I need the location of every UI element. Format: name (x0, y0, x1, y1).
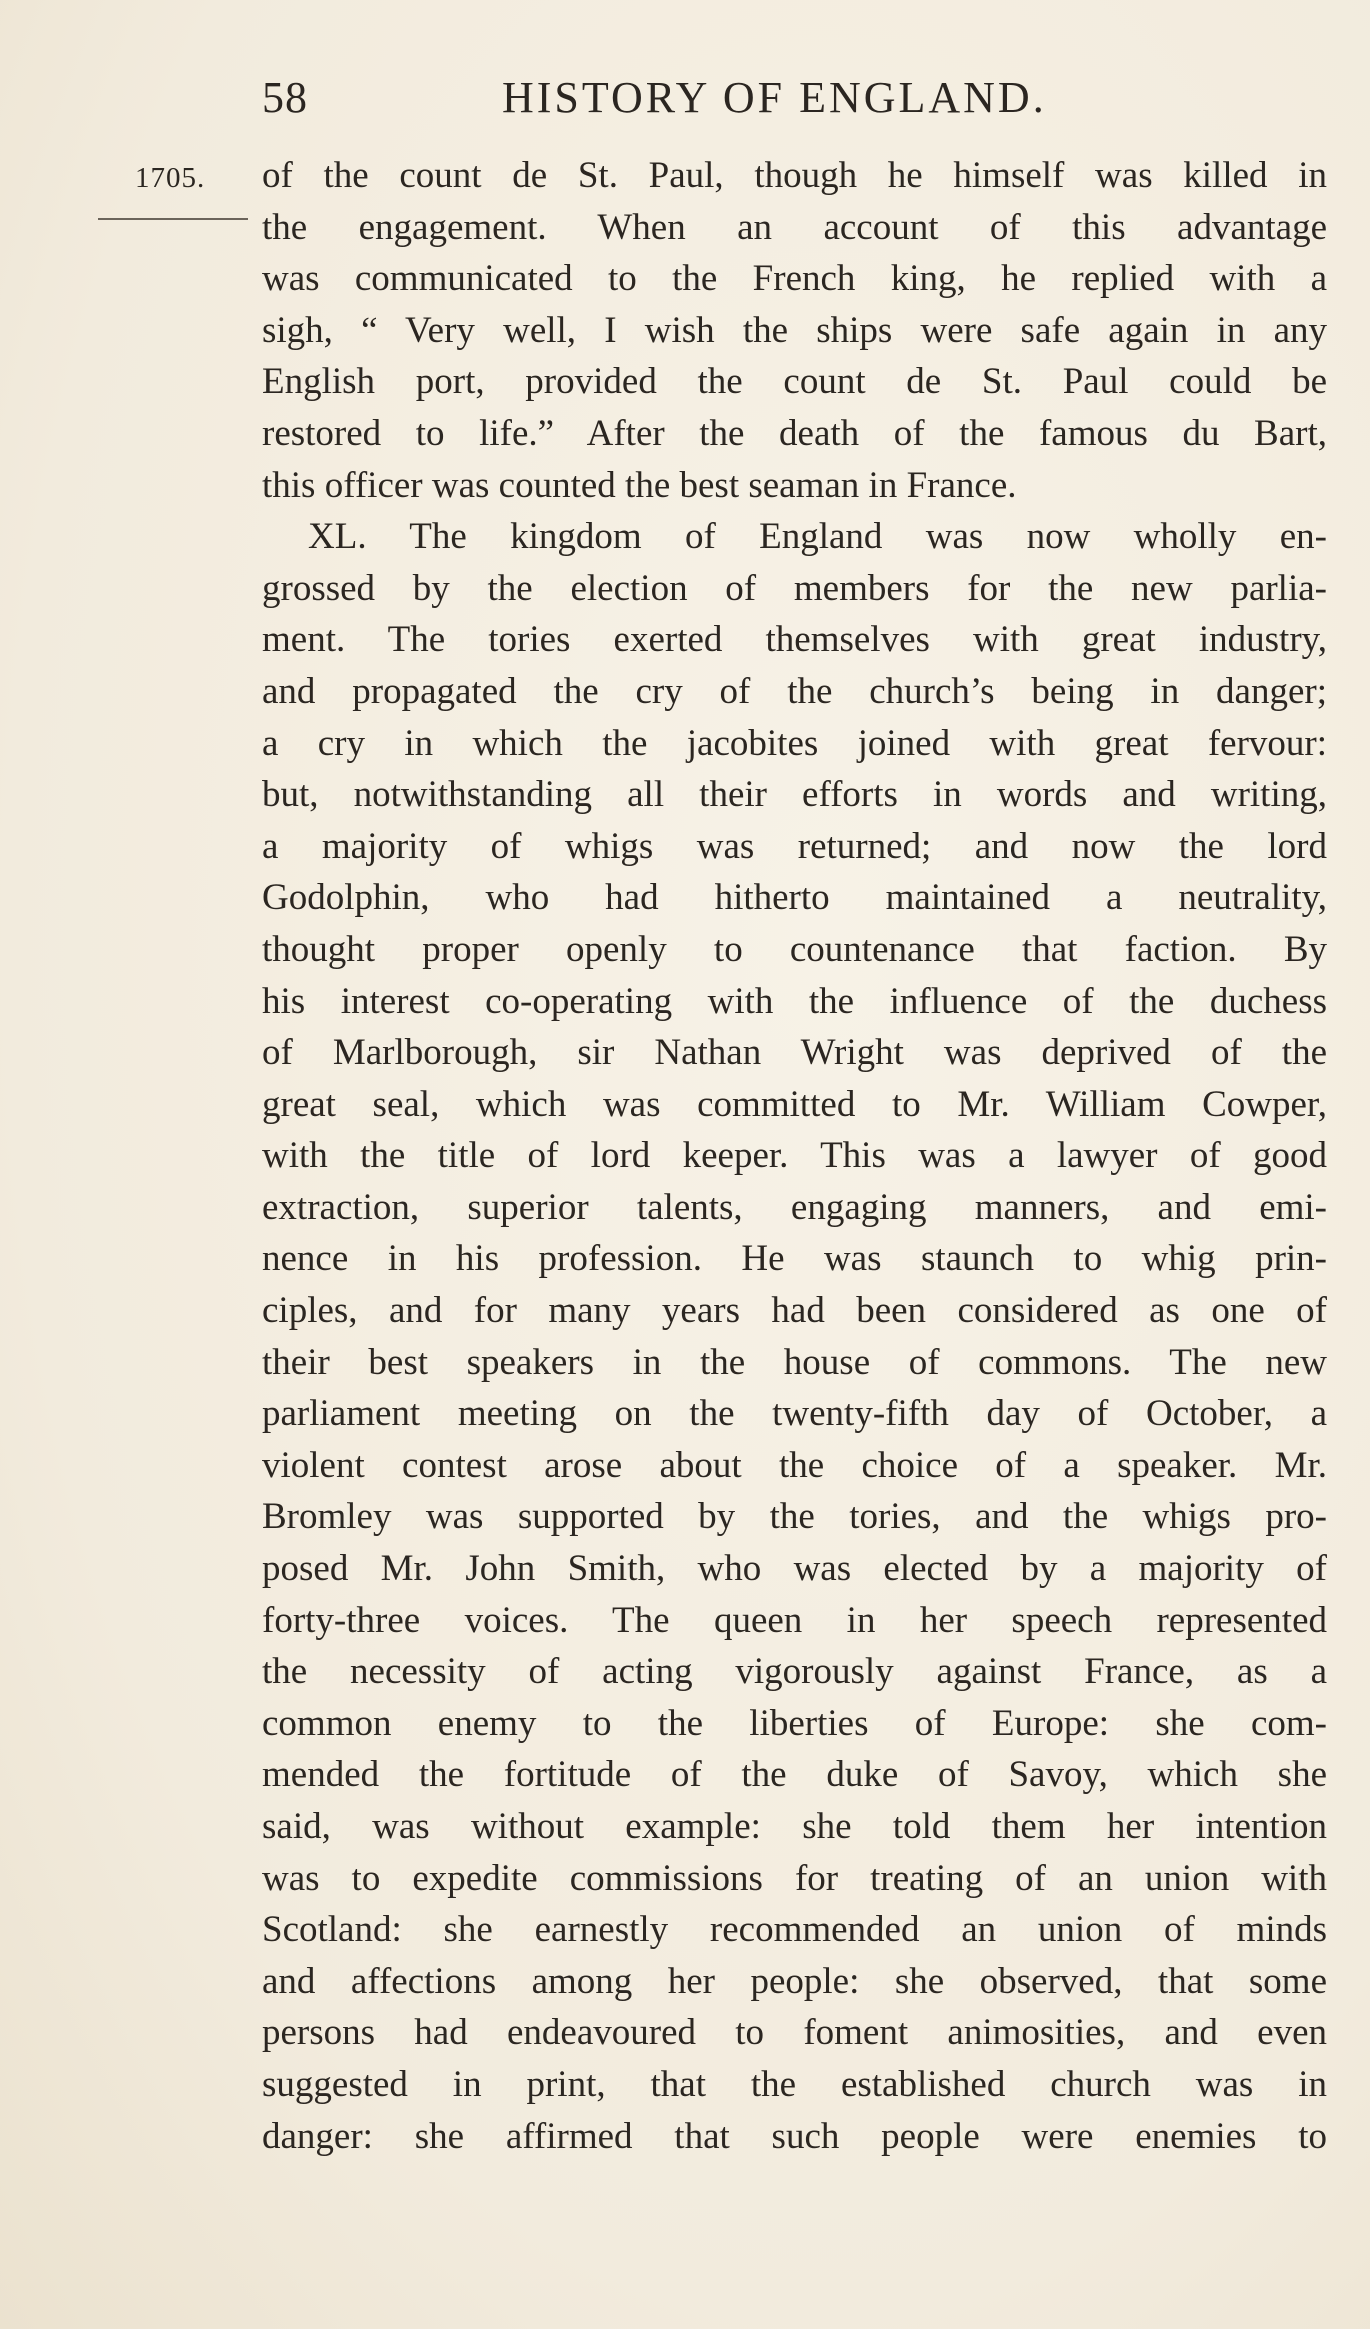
text-line: thought proper openly to countenance that faction. By (262, 928, 1327, 970)
text-line: common enemy to the liberties of Europe: she com- (262, 1702, 1327, 1744)
text-line: Godolphin, who had hitherto maintained a neutrality, (262, 877, 1327, 919)
text-line: of the count de St. Paul, though he himself was killed in (262, 155, 1327, 196)
text-line: was communicated to the French king, he replied with a (262, 258, 1327, 300)
text-line: extraction, superior talents, engaging manners, and emi- (262, 1186, 1327, 1228)
text-line: posed Mr. John Smith, who was elected by a majority of (262, 1548, 1327, 1590)
margin-year-note: 1705. (135, 162, 206, 194)
text-line: restored to life.” After the death of the famous du Bart, (262, 412, 1327, 454)
text-line: forty-three voices. The queen in her speech represented (262, 1599, 1327, 1641)
text-line: Bromley was supported by the tories, and the whigs pro- (262, 1496, 1327, 1538)
margin-rule (98, 218, 248, 220)
text-line: nence in his profession. He was staunch to whig prin- (262, 1238, 1327, 1280)
text-line: violent contest arose about the choice of a speaker. Mr. (262, 1444, 1327, 1486)
text-line: and affections among her people: she observed, that some (262, 1960, 1327, 2002)
text-line: danger: she affirmed that such people were enemies to (262, 2115, 1327, 2157)
text-line: and propagated the cry of the church’s being in danger; (262, 670, 1327, 712)
paragraph-start-line: XL. The kingdom of England was now wholly en- (308, 516, 1327, 558)
text-line: Scotland: she earnestly recommended an union of minds (262, 1909, 1327, 1951)
text-line: was to expedite commissions for treating of an union with (262, 1857, 1327, 1899)
text-line: English port, provided the count de St. Paul could be (262, 361, 1327, 403)
page-number: 58 (262, 73, 308, 122)
text-line: his interest co-operating with the influence of the duchess (262, 980, 1327, 1022)
text-line: a cry in which the jacobites joined with great fervour: (262, 722, 1327, 764)
text-line: ment. The tories exerted themselves with great industry, (262, 619, 1327, 661)
text-line: suggested in print, that the established church was in (262, 2063, 1327, 2105)
text-line: sigh, “ Very well, I wish the ships were safe again in any (262, 309, 1327, 351)
running-head (262, 72, 1322, 132)
text-line: this officer was counted the best seaman in France. (262, 464, 1017, 506)
text-line: the necessity of acting vigorously against France, as a (262, 1651, 1327, 1693)
text-line: but, notwithstanding all their efforts in words and writing, (262, 774, 1327, 816)
text-line: said, was without example: she told them her intention (262, 1806, 1327, 1847)
text-line: ciples, and for many years had been considered as one of (262, 1290, 1327, 1332)
text-line: their best speakers in the house of commons. The new (262, 1341, 1327, 1383)
body-text (262, 150, 1327, 2162)
running-title: HISTORY OF ENGLAND. (502, 73, 1047, 122)
text-line: of Marlborough, sir Nathan Wright was deprived of the (262, 1032, 1327, 1074)
text-line: parliament meeting on the twenty-fifth day of October, a (262, 1393, 1327, 1435)
text-line: great seal, which was committed to Mr. William Cowper, (262, 1083, 1327, 1125)
text-line: the engagement. When an account of this advantage (262, 206, 1327, 248)
text-line: a majority of whigs was returned; and now the lord (262, 825, 1327, 867)
text-line: grossed by the election of members for the new parlia- (262, 567, 1327, 609)
text-line: persons had endeavoured to foment animosities, and even (262, 2012, 1327, 2054)
text-line: mended the fortitude of the duke of Savoy, which she (262, 1754, 1327, 1796)
text-line: with the title of lord keeper. This was a lawyer of good (262, 1135, 1327, 1177)
